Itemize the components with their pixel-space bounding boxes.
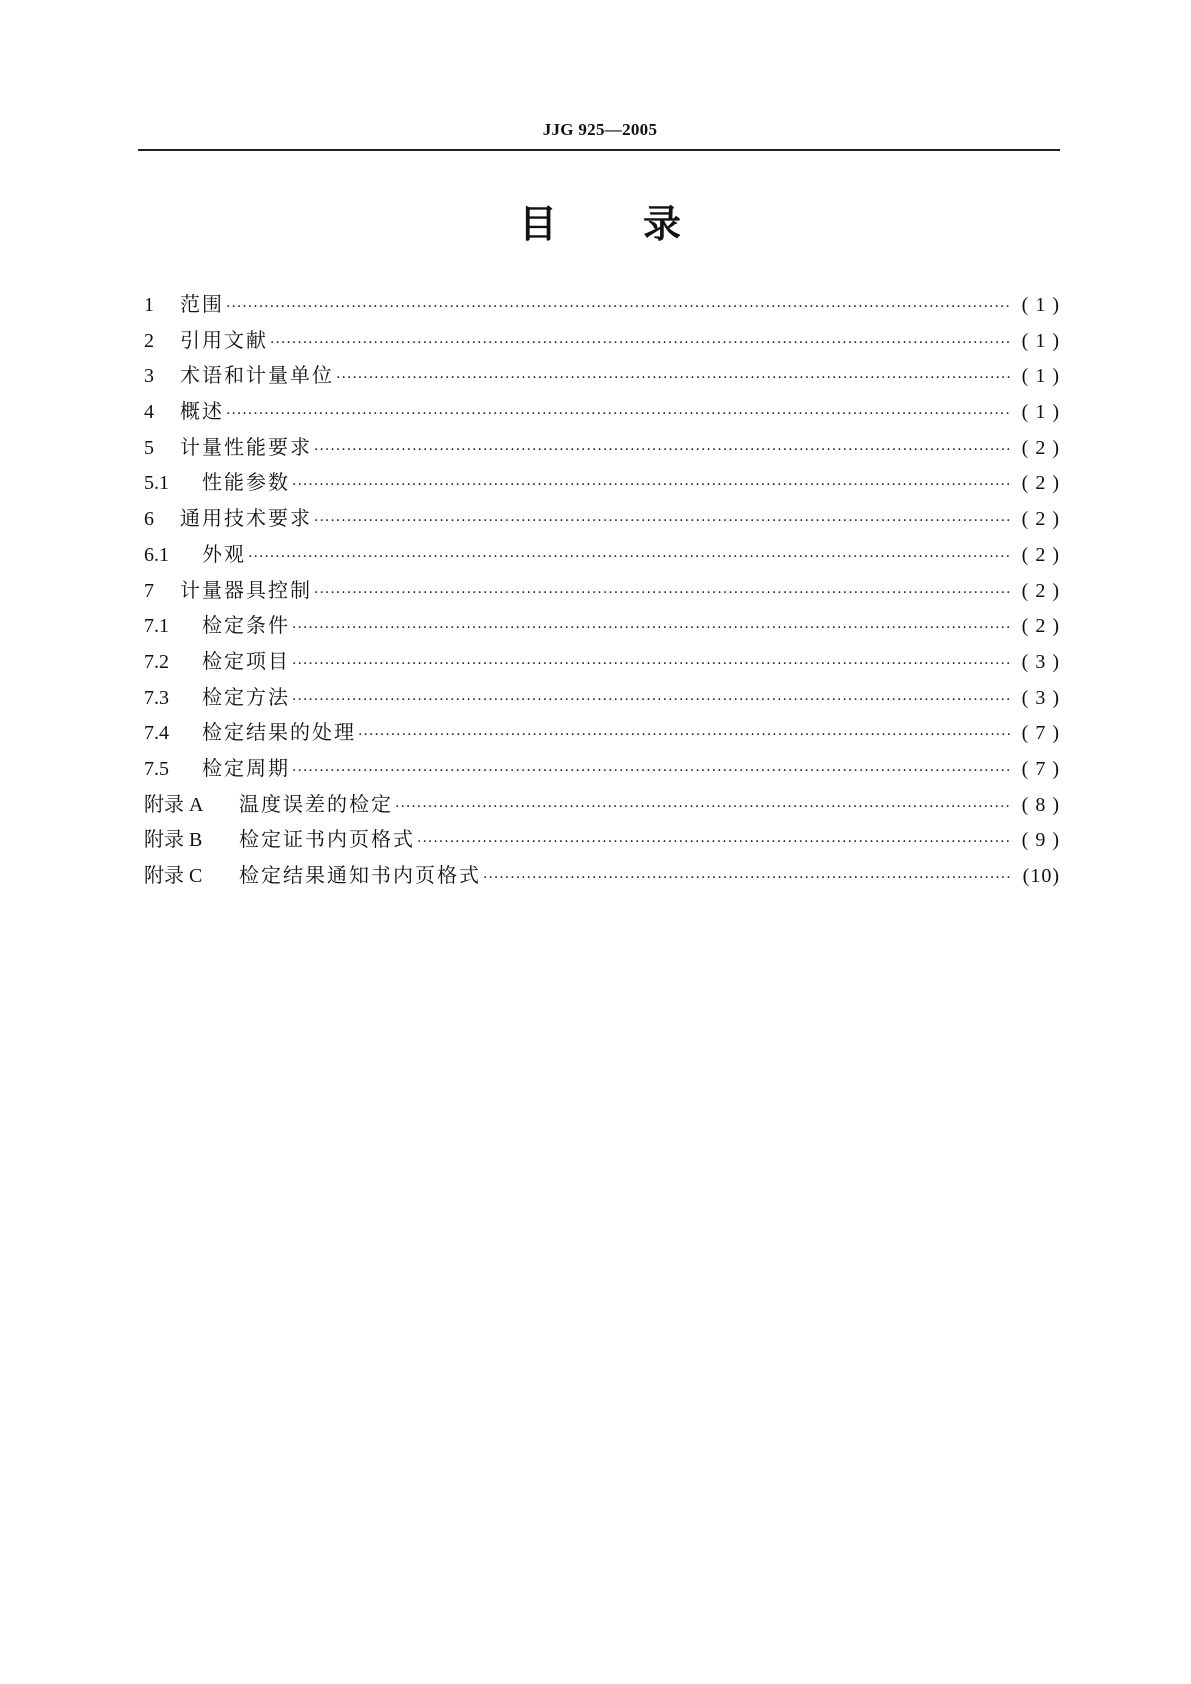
toc-leader-dots bbox=[292, 477, 1010, 493]
toc-leader-dots bbox=[336, 370, 1010, 386]
toc-entry[interactable] bbox=[144, 823, 1060, 859]
toc-entry-title: 术语和计量单位 bbox=[180, 363, 334, 388]
toc-title-char-1: 目 bbox=[518, 202, 557, 246]
toc-leader-dots bbox=[395, 799, 1010, 815]
toc-entry-number: 附录 C bbox=[144, 865, 203, 887]
toc-leader-dots bbox=[248, 549, 1010, 565]
toc-entry-number: 7.4 bbox=[144, 722, 169, 745]
toc-entry-number: 5 bbox=[144, 436, 154, 459]
toc-entry-title: 检定方法 bbox=[202, 684, 290, 709]
toc-leader-dots bbox=[292, 763, 1010, 779]
toc-entry[interactable] bbox=[144, 538, 1060, 574]
toc-entry-page: ( 9 ) bbox=[1021, 829, 1060, 852]
toc-entry-number: 4 bbox=[144, 401, 154, 424]
toc-entry[interactable] bbox=[144, 395, 1060, 431]
toc-entry-title: 检定证书内页格式 bbox=[239, 827, 415, 852]
toc-entry-number: 附录 B bbox=[144, 829, 203, 852]
toc-entry[interactable] bbox=[144, 681, 1060, 717]
toc-leader-dots bbox=[292, 692, 1010, 708]
toc-entry-number: 6 bbox=[144, 508, 154, 531]
toc-entry[interactable] bbox=[144, 324, 1060, 360]
toc-leader-dots bbox=[483, 870, 1010, 886]
toc-entry[interactable] bbox=[144, 466, 1060, 502]
toc-entry-number: 7.2 bbox=[144, 650, 169, 673]
toc-entry-title: 检定结果通知书内页格式 bbox=[239, 863, 481, 887]
toc-entry-page: ( 2 ) bbox=[1021, 579, 1060, 602]
toc-entry-page: ( 8 ) bbox=[1021, 793, 1060, 816]
toc-leader-dots bbox=[314, 585, 1010, 601]
toc-entry-page: ( 2 ) bbox=[1021, 615, 1060, 638]
toc-entry-number: 附录 A bbox=[144, 793, 204, 816]
header-divider bbox=[138, 149, 1060, 151]
toc-entry-number: 7 bbox=[144, 579, 154, 602]
toc-entry-title: 温度误差的检定 bbox=[239, 791, 393, 816]
toc-entry-page: (10) bbox=[1022, 865, 1060, 887]
toc-title-char-2: 录 bbox=[643, 202, 682, 246]
toc-entry-title: 通用技术要求 bbox=[180, 506, 312, 531]
toc-entry-title: 性能参数 bbox=[202, 470, 290, 495]
toc-leader-dots bbox=[292, 656, 1010, 672]
toc-leader-dots bbox=[314, 442, 1010, 458]
page-header-code: JJG 925—2005 bbox=[542, 120, 658, 139]
toc-leader-dots bbox=[314, 513, 1010, 529]
toc-leader-dots bbox=[270, 335, 1010, 351]
toc-entry[interactable] bbox=[144, 574, 1060, 610]
toc-entry-title: 引用文献 bbox=[180, 327, 268, 352]
toc-entry-page: ( 7 ) bbox=[1021, 757, 1060, 780]
toc-entry-number: 2 bbox=[144, 329, 154, 352]
toc-entry-number: 7.1 bbox=[144, 615, 169, 638]
toc-entry[interactable] bbox=[144, 359, 1060, 395]
toc-entry-number: 3 bbox=[144, 365, 154, 388]
toc-entry-page: ( 1 ) bbox=[1021, 294, 1060, 316]
toc-entry-page: ( 7 ) bbox=[1021, 722, 1060, 745]
toc-entry-page: ( 3 ) bbox=[1021, 650, 1060, 673]
toc-leader-dots bbox=[358, 727, 1010, 743]
toc-entry-title: 检定周期 bbox=[202, 755, 290, 780]
toc-entry[interactable] bbox=[144, 716, 1060, 752]
toc-entry-title: 检定条件 bbox=[202, 613, 290, 638]
toc-title bbox=[140, 202, 1060, 246]
toc-entry[interactable] bbox=[144, 609, 1060, 645]
toc-entry[interactable] bbox=[144, 788, 1060, 824]
toc-entry-number: 6.1 bbox=[144, 543, 169, 566]
toc-entry-number: 5.1 bbox=[144, 472, 169, 495]
toc-entry-page: ( 1 ) bbox=[1021, 401, 1060, 424]
toc-entry-page: ( 2 ) bbox=[1021, 472, 1060, 495]
toc-entry-title: 计量器具控制 bbox=[180, 577, 312, 602]
toc-entry-page: ( 1 ) bbox=[1021, 365, 1060, 388]
toc-entry[interactable] bbox=[144, 288, 1060, 324]
toc-entry-page: ( 3 ) bbox=[1021, 686, 1060, 709]
toc-entry[interactable] bbox=[144, 431, 1060, 467]
toc-entry-title: 外观 bbox=[202, 541, 246, 566]
toc-entry-title: 检定结果的处理 bbox=[202, 720, 356, 745]
toc-entry-title: 检定项目 bbox=[202, 648, 290, 673]
toc-entry-number: 7.5 bbox=[144, 757, 169, 780]
toc-entry-number: 1 bbox=[144, 294, 154, 316]
toc-entry-page: ( 2 ) bbox=[1021, 543, 1060, 566]
toc-entry-number: 7.3 bbox=[144, 686, 169, 709]
toc-entry-title: 计量性能要求 bbox=[180, 434, 312, 459]
toc-entry[interactable] bbox=[144, 752, 1060, 788]
toc-entry-page: ( 2 ) bbox=[1021, 436, 1060, 459]
toc-leader-dots bbox=[226, 299, 1010, 315]
toc-entry[interactable] bbox=[144, 859, 1060, 895]
toc-leader-dots bbox=[226, 406, 1010, 422]
toc-entry-title: 范围 bbox=[180, 292, 224, 316]
toc-entry-page: ( 1 ) bbox=[1021, 329, 1060, 352]
toc-leader-dots bbox=[417, 834, 1010, 850]
toc-entry[interactable] bbox=[144, 502, 1060, 538]
toc-leader-dots bbox=[292, 620, 1010, 636]
table-of-contents bbox=[144, 288, 1060, 895]
toc-entry[interactable] bbox=[144, 645, 1060, 681]
toc-entry-title: 概述 bbox=[180, 399, 224, 424]
toc-entry-page: ( 2 ) bbox=[1021, 508, 1060, 531]
